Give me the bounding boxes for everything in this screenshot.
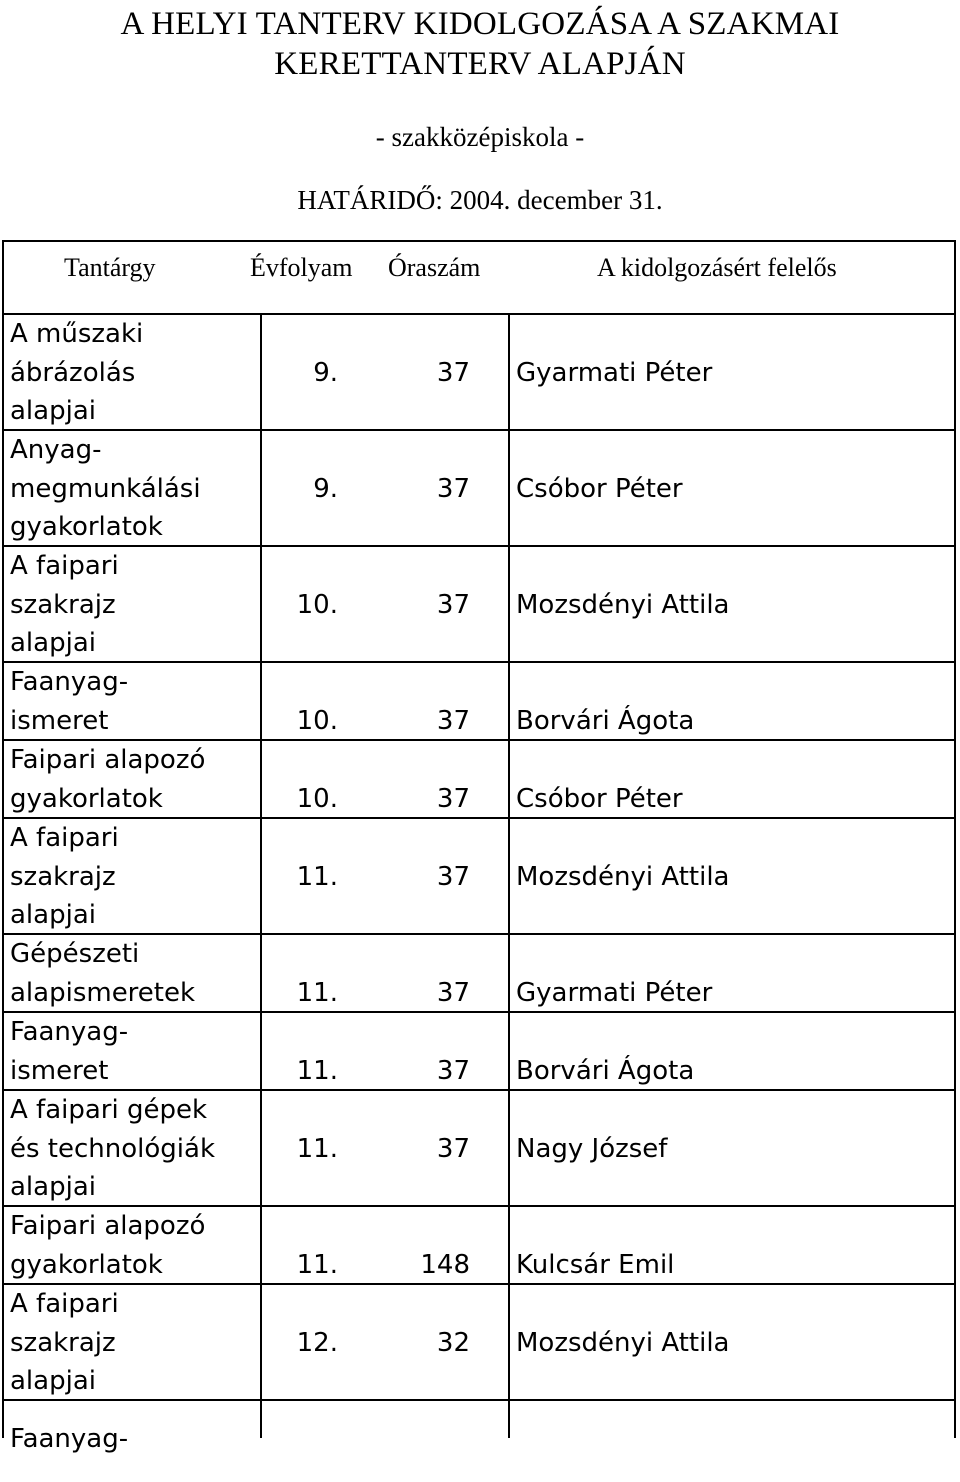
table-row [4,431,954,547]
cell-subject: Faanyag- ismeret [10,667,129,736]
cell-responsible: Borvári Ágota [516,1055,695,1086]
cell-grade: 10. [296,589,338,620]
document-title [0,4,960,84]
table-row [4,741,954,819]
cell-grade: 11. [296,1249,338,1280]
cell-hours: 37 [436,1055,470,1086]
cell-hours: 37 [436,977,470,1008]
cell-hours: 37 [436,861,470,892]
table-row [4,547,954,663]
cell-subject: Faipari alapozó gyakorlatok [10,745,206,814]
table-row [4,663,954,741]
header-subject: Tantárgy [64,253,156,282]
cell-grade: 11. [296,1133,338,1164]
cell-grade: 9. [313,473,338,504]
cell-responsible: Gyarmati Péter [516,357,713,388]
cell-hours: 37 [436,783,470,814]
table-row [4,1013,954,1091]
cell-hours: 37 [436,473,470,504]
cell-grade: 10. [296,705,338,736]
header-grade: Évfolyam [250,253,353,282]
header-hours: Óraszám [388,253,481,282]
cell-responsible: Mozsdényi Attila [516,1327,730,1358]
cell-responsible: Borvári Ágota [516,705,695,736]
cell-grade: 11. [296,861,338,892]
cell-subject: Faanyag- ismeret [10,1017,129,1086]
cell-subject: A műszaki ábrázolás alapjai [10,319,144,426]
cell-subject: Gépészeti alapismeretek [10,939,196,1008]
cell-subject: A faipari szakrajz alapjai [10,1289,119,1396]
cell-grade: 11. [296,1055,338,1086]
cell-hours: 37 [436,589,470,620]
cell-hours: 32 [436,1327,470,1358]
curriculum-table [2,240,956,1455]
cell-responsible: Nagy József [516,1133,668,1164]
cell-responsible: Mozsdényi Attila [516,861,730,892]
cell-grade: 10. [296,783,338,814]
table-row [4,935,954,1013]
header-responsible: A kidolgozásért felelős [597,253,837,282]
cell-hours: 148 [420,1249,470,1280]
cell-responsible: Csóbor Péter [516,473,683,504]
table-row [4,1285,954,1401]
cell-responsible: Mozsdényi Attila [516,589,730,620]
cell-responsible: Csóbor Péter [516,783,683,814]
title-line-2: KERETTANTERV ALAPJÁN [274,46,686,82]
cell-hours: 37 [436,357,470,388]
cell-subject: Faipari alapozó gyakorlatok [10,1211,206,1280]
cell-subject: Faanyag- [10,1424,129,1455]
cell-responsible: Gyarmati Péter [516,977,713,1008]
cell-responsible: Kulcsár Emil [516,1249,675,1280]
cell-grade: 12. [296,1327,338,1358]
cell-grade: 9. [313,357,338,388]
cell-subject: A faipari szakrajz alapjai [10,823,119,930]
cell-subject: A faipari gépek és technológiák alapjai [10,1095,216,1202]
cell-hours: 37 [436,1133,470,1164]
table-row [4,1207,954,1285]
cell-grade: 11. [296,977,338,1008]
deadline-text: HATÁRIDŐ: 2004. december 31. [297,185,663,215]
table-row [4,819,954,935]
table-row [4,315,954,431]
document-subtitle: - szakközépiskola - [375,122,585,152]
table-row [4,1091,954,1207]
cell-subject: Anyag- megmunkálási gyakorlatok [10,435,201,542]
table-header [4,242,954,315]
cell-subject: A faipari szakrajz alapjai [10,551,119,658]
cell-hours: 37 [436,705,470,736]
title-line-1: A HELYI TANTERV KIDOLGOZÁSA A SZAKMAI [120,6,840,42]
table-row [4,1401,954,1482]
